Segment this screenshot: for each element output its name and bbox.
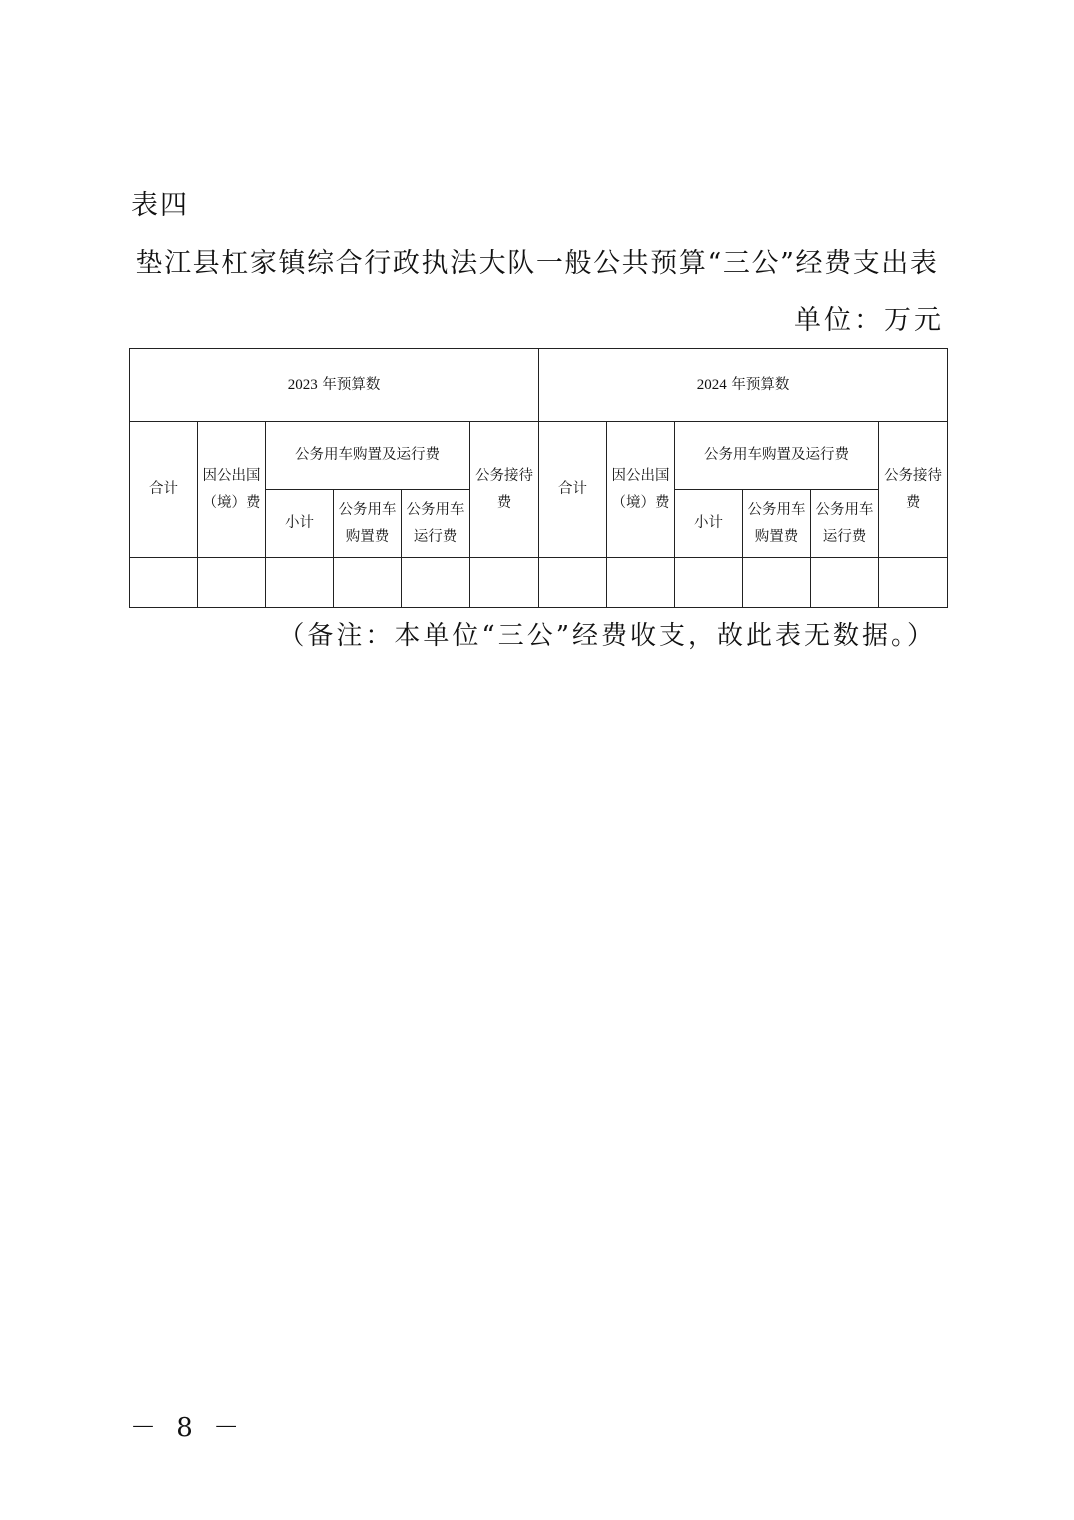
- header-vehicle-group: 公务用车购置及运行费: [266, 422, 470, 490]
- data-cell: [130, 558, 198, 608]
- data-row: [130, 558, 948, 608]
- header-total: 合计: [130, 422, 198, 558]
- data-cell: [198, 558, 266, 608]
- year-number: 2023: [287, 376, 318, 393]
- year-header-2024: [539, 349, 948, 422]
- header-overseas: 因公出国（境）费: [198, 422, 266, 558]
- header-vehicle-subtotal: 小计: [675, 490, 743, 558]
- data-cell: [811, 558, 879, 608]
- data-cell: [743, 558, 811, 608]
- header-vehicle-operation: 公务用车运行费: [402, 490, 470, 558]
- header-vehicle-subtotal: 小计: [266, 490, 334, 558]
- header-vehicle-purchase: 公务用车购置费: [334, 490, 402, 558]
- data-cell: [402, 558, 470, 608]
- data-cell: [334, 558, 402, 608]
- year-number: 2024: [696, 376, 727, 393]
- budget-table: [129, 348, 948, 608]
- header-vehicle-group: 公务用车购置及运行费: [675, 422, 879, 490]
- data-cell: [675, 558, 743, 608]
- table-label: 表四: [131, 190, 189, 221]
- header-total: 合计: [539, 422, 607, 558]
- data-cell: [607, 558, 675, 608]
- category-header-row: [130, 422, 948, 490]
- header-vehicle-purchase: 公务用车购置费: [743, 490, 811, 558]
- data-cell: [879, 558, 948, 608]
- data-cell: [539, 558, 607, 608]
- year-header-2023: [130, 349, 539, 422]
- unit-label: 单位：万元: [794, 305, 944, 336]
- header-vehicle-operation: 公务用车运行费: [811, 490, 879, 558]
- header-overseas: 因公出国（境）费: [607, 422, 675, 558]
- year-suffix: 年预算数: [322, 376, 381, 393]
- remark-note: （备注：本单位“三公”经费收支，故此表无数据。）: [278, 621, 936, 651]
- document-title: 垫江县杠家镇综合行政执法大队一般公共预算“三公”经费支出表: [135, 248, 939, 279]
- page-number: － 8 －: [130, 1413, 246, 1443]
- data-cell: [470, 558, 539, 608]
- data-cell: [266, 558, 334, 608]
- header-reception: 公务接待费: [470, 422, 539, 558]
- header-reception: 公务接待费: [879, 422, 948, 558]
- year-suffix: 年预算数: [731, 376, 790, 393]
- year-header-row: [130, 349, 948, 422]
